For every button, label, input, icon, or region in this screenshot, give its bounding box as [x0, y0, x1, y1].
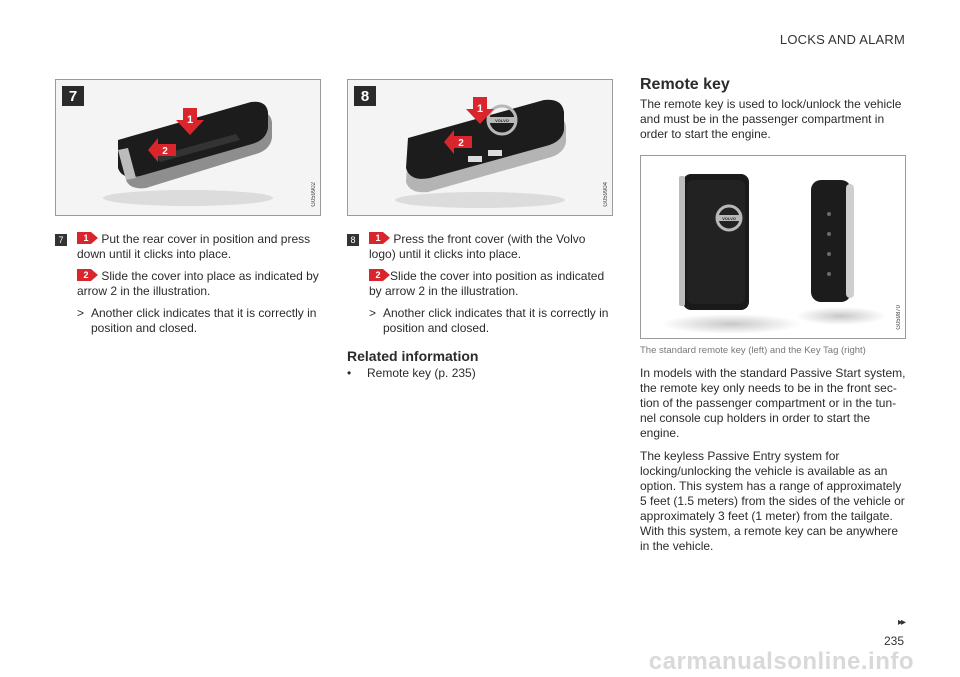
watermark: carmanualsonline.info	[648, 648, 914, 675]
passive-entry-paragraph: The keyless Passive Entry system for locking/unlocking the vehicle is available as an option. This system has a range of approximately 5 feet (1.5 meters) from the sides of the vehicle or approximately 3 feet (1 meter) from the tailgate. With this system, a remote key can be anywhere in the vehicle.	[640, 449, 905, 553]
step-7-text-1: Put the rear cover in position and press down until it clicks into place.	[77, 232, 311, 261]
svg-text:2: 2	[162, 146, 168, 157]
step-8-text-1: Press the front cover (with the Volvo logo) until it clicks into place.	[369, 232, 586, 261]
figure-front-cover	[347, 79, 613, 216]
related-information-heading: Related information	[347, 348, 479, 364]
arrow-2-icon	[148, 138, 176, 162]
arrow-2-icon	[444, 130, 472, 154]
section-header: LOCKS AND ALARM	[779, 32, 905, 47]
step-number: 7	[55, 234, 67, 246]
key-rear-illustration	[56, 80, 320, 215]
step-7-result: > Another click indicates that it is correctly in position and closed.	[77, 306, 317, 335]
bullet-icon: •	[347, 366, 352, 380]
arrow-1-icon	[466, 97, 494, 125]
remote-key-title: Remote key	[640, 76, 730, 93]
page-number: 235	[883, 634, 904, 648]
arrow-badge-icon: 1	[369, 232, 390, 244]
passive-start-paragraph: In models with the standard Passive Start system, the remote key only needs to be in the front section of the passenger compartment or in the tunnel console cup holders in order to start the engine.	[640, 366, 906, 440]
svg-text:1: 1	[186, 114, 194, 126]
step-8-instructions	[369, 232, 609, 336]
figure-code: G059904	[603, 182, 609, 207]
figure-code: G059870	[896, 305, 902, 330]
arrow-badge-icon: 2	[369, 269, 390, 281]
arrow-badge-icon: 1	[77, 232, 98, 244]
remote-key-and-key-tag-illustration	[641, 156, 905, 338]
related-link-remote-key[interactable]: • Remote key (p. 235)	[347, 366, 476, 380]
step-8-text-2: Slide the cover into position as indicated by arrow 2 in the illustration.	[369, 269, 605, 298]
figure-number-badge: 7	[62, 86, 84, 106]
svg-text:1: 1	[476, 103, 484, 115]
next-page-arrows-icon[interactable]: ▸▸	[897, 617, 904, 628]
arrow-1-icon	[176, 108, 204, 136]
step-7-instructions	[77, 232, 332, 336]
svg-text:VOLVO: VOLVO	[722, 216, 736, 221]
volvo-logo-text: VOLVO	[495, 118, 509, 123]
figure-number-badge: 8	[354, 86, 376, 106]
step-7-text-2: Slide the cover into place as indicated by arrow 2 in the illustration.	[77, 269, 319, 298]
remote-key-intro: The remote key is used to lock/unlock the vehicle and must be in the passenger compartment in order to start the engine.	[640, 97, 902, 141]
step-number: 8	[347, 234, 359, 246]
figure-code: G059902	[311, 182, 317, 207]
step-8-result: > Another click indicates that it is correctly in position and closed.	[369, 306, 609, 335]
figure-rear-cover	[55, 79, 321, 216]
figure-caption: The standard remote key (left) and the Key Tag (right)	[640, 345, 866, 356]
arrow-badge-icon: 2	[77, 269, 98, 281]
svg-text:2: 2	[458, 138, 464, 149]
remote-key-figure	[640, 155, 906, 339]
